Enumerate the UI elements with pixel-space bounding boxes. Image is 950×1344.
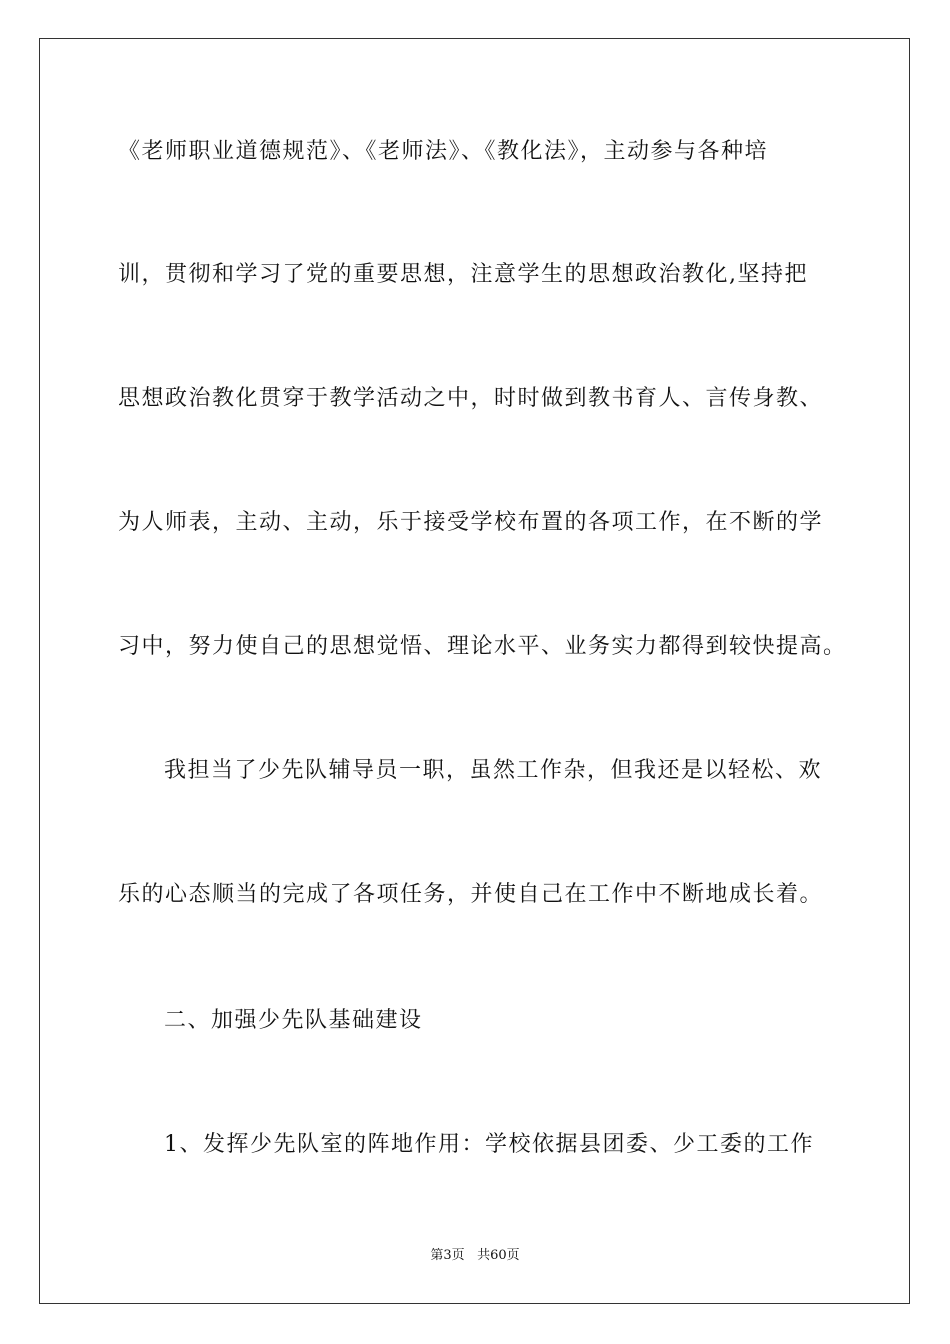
body-text-line: 思想政治教化贯穿于教学活动之中，时时做到教书育人、言传身教、 [118,386,824,411]
body-text-line: 《老师职业道德规范》、《老师法》、《教化法》，主动参与各种培 [118,139,769,164]
page-number: 第3页 [430,1248,465,1263]
body-text-line: 训，贯彻和学习了党的重要思想，注意学生的思想政治教化,坚持把 [118,262,808,287]
body-text-line: 习中，努力使自己的思想觉悟、理论水平、业务实力都得到较快提高。 [118,634,847,659]
page-footer [0,1247,950,1265]
total-pages: 共60页 [477,1248,520,1263]
body-text-line: 乐的心态顺当的完成了各项任务，并使自己在工作中不断地成长着。 [118,882,824,907]
body-text-line: 为人师表，主动、主动，乐于接受学校布置的各项工作，在不断的学 [118,510,824,535]
page-border [39,38,910,1304]
section-heading: 二、加强少先队基础建设 [164,1008,423,1033]
paragraph-first-line: 我担当了少先队辅导员一职，虽然工作杂，但我还是以轻松、欢 [164,758,823,783]
list-item-heading: 1、发挥少先队室的阵地作用：学校依据县团委、少工委的工作 [164,1132,814,1157]
